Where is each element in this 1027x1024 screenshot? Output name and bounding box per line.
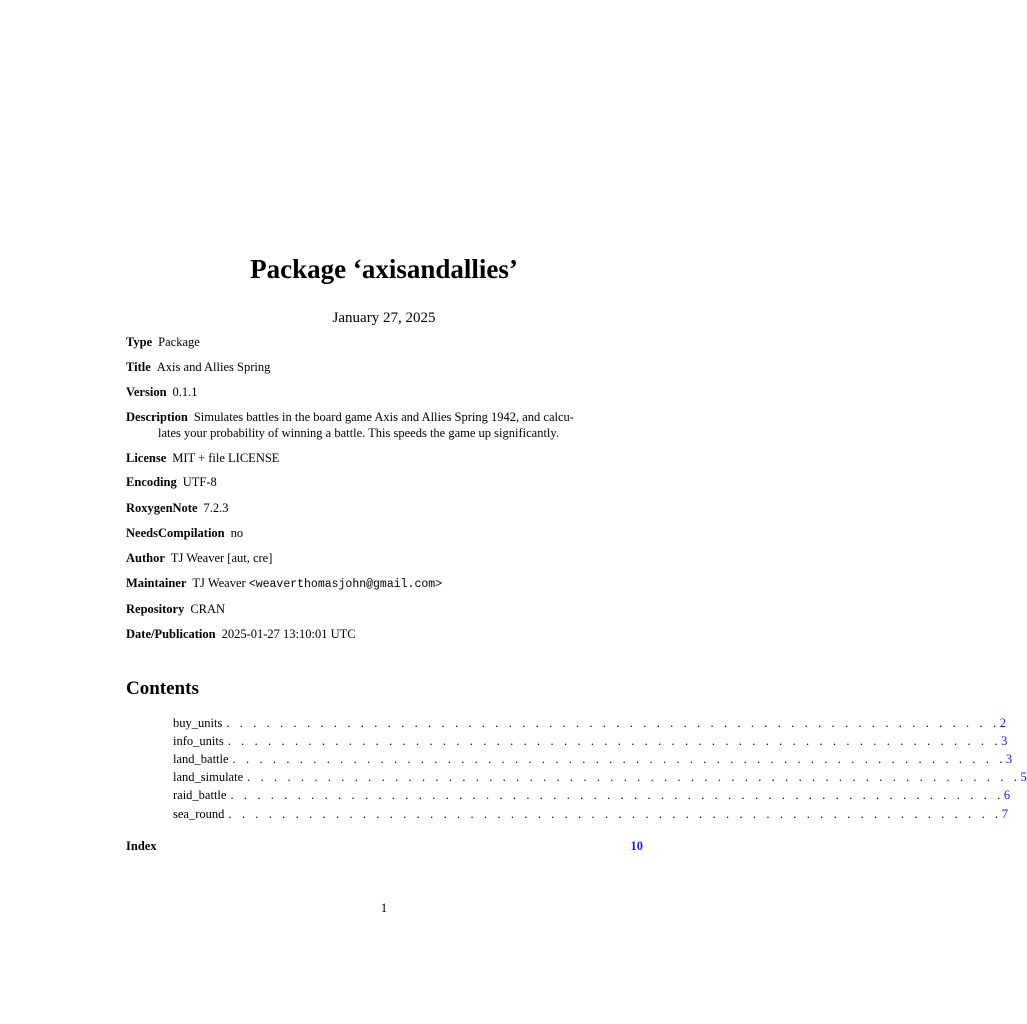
toc-entry-land-simulate[interactable]: [173, 769, 1027, 785]
index-page-link[interactable]: 10: [630, 839, 643, 853]
toc-entry-name[interactable]: land_simulate: [173, 770, 244, 784]
field-value: 2025-01-27 13:10:01 UTC: [221, 627, 356, 641]
field-description: [126, 409, 646, 441]
field-repository: [126, 601, 646, 617]
toc-entry-raid-battle[interactable]: [173, 787, 1011, 803]
field-value: 0.1.1: [172, 385, 198, 399]
field-value-continuation: lates your probability of winning a battle. This speeds the game up significantly.: [158, 426, 559, 440]
field-roxygennote: [126, 500, 646, 516]
field-value: Simulates battles in the board game Axis and Allies Spring 1942, and calcu-: [193, 410, 574, 424]
field-date-publication: [126, 626, 646, 642]
field-value: Package: [158, 335, 200, 349]
field-title: [126, 359, 646, 375]
field-value: no: [230, 526, 244, 540]
field-label: RoxygenNote: [126, 501, 198, 515]
field-label: NeedsCompilation: [126, 526, 225, 540]
toc-entry-buy-units[interactable]: [173, 715, 1006, 731]
toc-entry-info-units[interactable]: [173, 733, 1008, 749]
toc-leader-dots: . . . . . . . . . . . . . . . . . . . . . . . . . . . . . . . . . . . . . . . . . . . . . . . . . . . . . . . . . .: [226, 716, 1000, 730]
toc-entry-page[interactable]: 6: [1003, 788, 1011, 802]
toc-entry-page[interactable]: 3: [1001, 734, 1008, 748]
toc-entry-page[interactable]: 5: [1020, 770, 1027, 784]
field-encoding: [126, 474, 646, 490]
field-label: Description: [126, 410, 188, 424]
field-label: Encoding: [126, 475, 177, 489]
toc-leader-dots: . . . . . . . . . . . . . . . . . . . . . . . . . . . . . . . . . . . . . . . . . . . . . . . . . . . . . . . . . .: [230, 788, 1004, 802]
maintainer-email: <weaverthomasjohn@gmail.com>: [248, 578, 443, 591]
toc-entry-name[interactable]: raid_battle: [173, 788, 227, 802]
field-label: Author: [126, 551, 165, 565]
field-value: TJ Weaver: [192, 576, 246, 590]
field-label: Maintainer: [126, 576, 187, 590]
document-date: January 27, 2025: [332, 310, 436, 326]
field-label: Type: [126, 335, 153, 349]
field-label: Date/Publication: [126, 627, 216, 641]
toc-entry-sea-round[interactable]: [173, 806, 1008, 822]
field-label: License: [126, 451, 167, 465]
field-value: Axis and Allies Spring: [156, 360, 271, 374]
toc-entry-name[interactable]: land_battle: [173, 752, 229, 766]
field-license: [126, 450, 646, 466]
page-number: 1: [380, 901, 388, 915]
field-author: [126, 550, 646, 566]
toc-leader-dots: . . . . . . . . . . . . . . . . . . . . . . . . . . . . . . . . . . . . . . . . . . . . . . . . . . . . . . . . . .: [227, 734, 1002, 748]
toc-entry-land-battle[interactable]: [173, 751, 1013, 767]
field-label: Title: [126, 360, 151, 374]
toc-entry-name[interactable]: sea_round: [173, 807, 225, 821]
document-title: Package ‘axisandallies’: [250, 254, 518, 284]
toc-leader-dots: . . . . . . . . . . . . . . . . . . . . . . . . . . . . . . . . . . . . . . . . . . . . . . . . . . . . . . . . . .: [228, 807, 1002, 821]
contents-heading: Contents: [126, 678, 199, 699]
toc-leader-dots: . . . . . . . . . . . . . . . . . . . . . . . . . . . . . . . . . . . . . . . . . . . . . . . . . . . . . . . . . .: [247, 770, 1021, 784]
field-value: UTF-8: [182, 475, 217, 489]
field-type: [126, 334, 646, 350]
index-label[interactable]: Index: [126, 839, 157, 853]
toc-entry-page[interactable]: 3: [1005, 752, 1013, 766]
toc-entry-page[interactable]: 7: [1001, 807, 1008, 821]
field-label: Version: [126, 385, 167, 399]
field-value: TJ Weaver [aut, cre]: [170, 551, 273, 565]
field-maintainer: [126, 575, 646, 593]
field-version: [126, 384, 646, 400]
field-needscompilation: [126, 525, 646, 541]
field-value: CRAN: [190, 602, 226, 616]
field-label: Repository: [126, 602, 185, 616]
field-value: MIT + file LICENSE: [172, 451, 280, 465]
toc-entry-name[interactable]: buy_units: [173, 716, 223, 730]
toc-leader-dots: . . . . . . . . . . . . . . . . . . . . . . . . . . . . . . . . . . . . . . . . . . . . . . . . . . . . . . . . . .: [232, 752, 1006, 766]
toc-entry-page[interactable]: 2: [999, 716, 1006, 730]
toc-entry-name[interactable]: info_units: [173, 734, 224, 748]
field-value: 7.2.3: [203, 501, 229, 515]
